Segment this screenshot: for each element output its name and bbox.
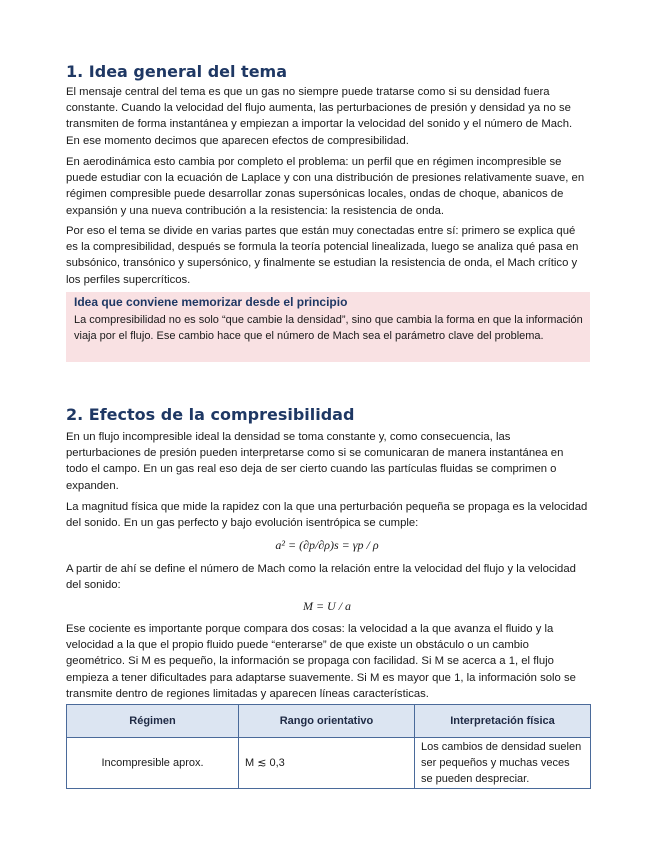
section-2-paragraph-3: A partir de ahí se define el número de Mach como la relación entre la velocidad del flujo y la velocidad del sonido: xyxy=(66,563,576,592)
mach-number-formula: M = U / a xyxy=(302,599,352,613)
section-2-paragraph-2: La magnitud física que mide la rapidez con la que una perturbación pequeña se propaga es la velocidad del sonido. En un gas perfecto y bajo evolución isentrópica se cumple: xyxy=(66,501,588,530)
table-header-row xyxy=(67,705,591,738)
table-row xyxy=(67,738,591,789)
regime-table xyxy=(66,704,591,789)
memorize-callout xyxy=(66,292,590,362)
callout-body: La compresibilidad no es solo “que cambie la densidad”, sino que cambia la forma en que la información viaja por el flujo. Ese cambio hace que el número de Mach sea el parámetro clave del problema. xyxy=(74,314,583,342)
cell-range: M ≲ 0,3 xyxy=(239,738,415,789)
header-regimen: Régimen xyxy=(67,705,239,738)
section-2-paragraph-1: En un flujo incompresible ideal la densidad se toma constante y, como consecuencia, las perturbaciones de presión pueden interpretarse como si se comunicaran de manera instantánea en todo el campo. En un gas real eso deja de ser cierto cuando las partículas fluidas se comprimen o expanden. xyxy=(66,431,564,492)
section-1-paragraph-2: En aerodinámica esto cambia por completo el problema: un perfil que en régimen incompresible se puede estudiar con la ecuación de Laplace y con una distribución de presiones relativamente suave, en régimen compresible puede desarrollar zonas supersónicas locales, ondas de choque, abanicos de expansión y una nueva contribución a la resistencia: la resistencia de onda. xyxy=(66,156,585,217)
section-1-paragraph-3: Por eso el tema se divide en varias partes que están muy conectadas entre sí: primero se explica qué es la compresibilidad, después se formula la teoría potencial linealizada, luego se analiza qué pasa en subsónico, transónico y supersónico, y finalmente se estudian la resistencia de onda, el Mach crítico y los perfiles supercríticos. xyxy=(66,225,579,286)
callout-title: Idea que conviene memorizar desde el principio xyxy=(74,295,348,309)
header-interpretacion: Interpretación física xyxy=(415,705,591,738)
section-1-paragraph-1: El mensaje central del tema es que un gas no siempre puede tratarse como si su densidad fuera constante. Cuando la velocidad del flujo aumenta, las perturbaciones de presión y densidad ya no se transmiten de forma instantánea y empiezan a importar la velocidad del sonido y el número de Mach. En ese momento decimos que aparecen efectos de compresibilidad. xyxy=(66,86,573,147)
section-2-heading: 2. Efectos de la compresibilidad xyxy=(66,405,355,424)
section-2-paragraph-4: Ese cociente es importante porque compara dos cosas: la velocidad a la que avanza el fluido y la velocidad a la que el propio fluido puede “enterarse” de que existe un obstáculo o un cambio geométrico. Si M es pequeño, la información se propaga con facilidad. Si M se acerca a 1, el flujo empieza a tener dificultades para adaptarse suavemente. Si M es mayor que 1, la información solo se transmite dentro de regiones limitadas y aparecen líneas características. xyxy=(66,623,576,700)
header-rango: Rango orientativo xyxy=(239,705,415,738)
speed-of-sound-formula: a² = (∂p/∂ρ)s = γp / ρ xyxy=(275,538,379,552)
cell-interpretation: Los cambios de densidad suelen ser pequeños y muchas veces se pueden despreciar. xyxy=(415,738,591,789)
section-1-heading: 1. Idea general del tema xyxy=(66,62,288,81)
cell-regime: Incompresible aprox. xyxy=(67,738,239,789)
